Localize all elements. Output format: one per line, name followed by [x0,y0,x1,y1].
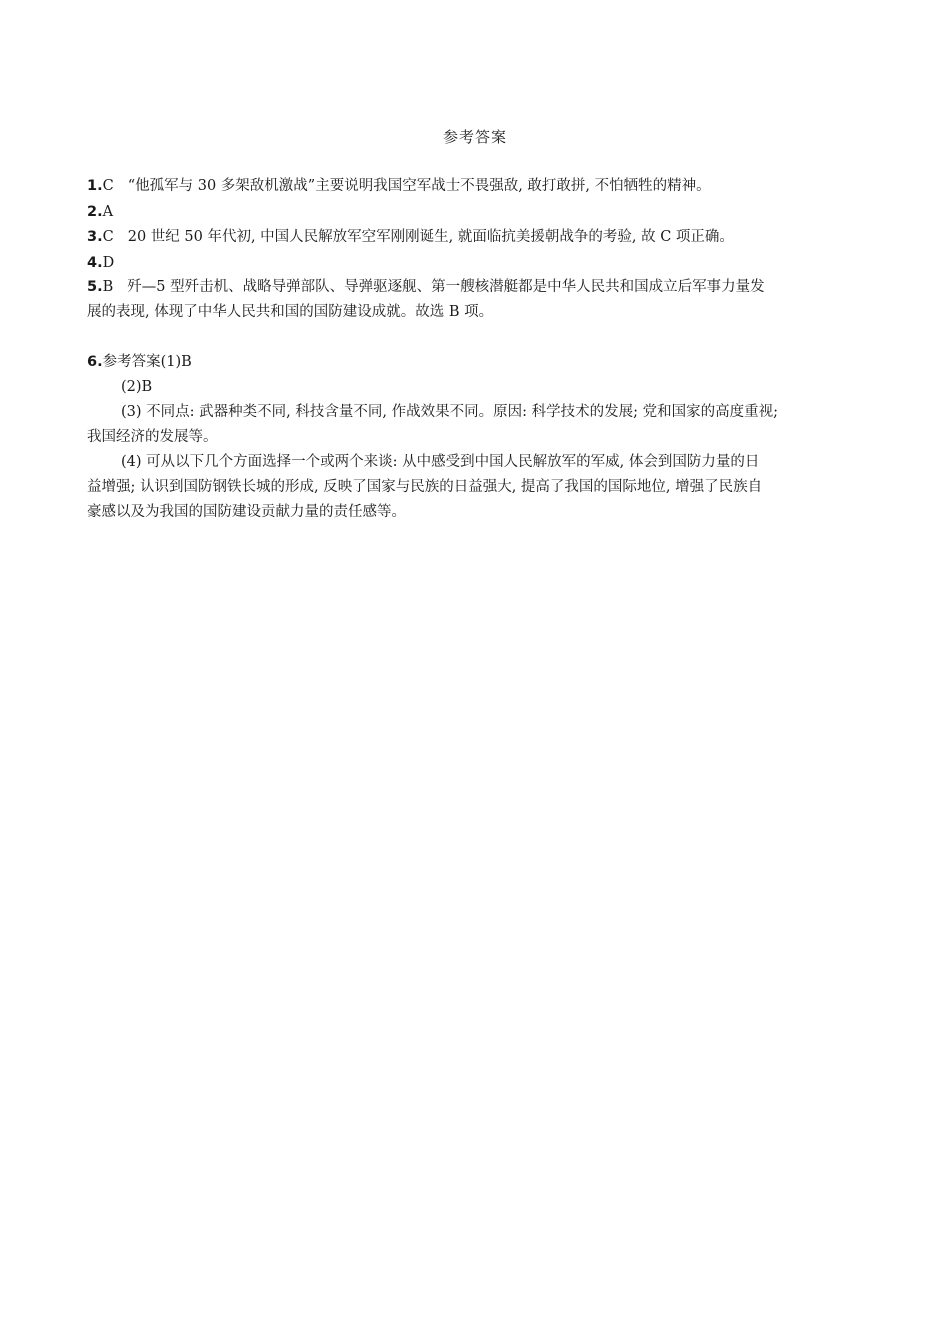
answer-6-head [87,352,877,372]
answer-explanation: 20 世纪 50 年代初, 中国人民解放军空军刚刚诞生, 就面临抗美援朝战争的考验, 故 C 项正确。 [127,229,734,245]
answer-letter: A [102,204,114,220]
answer-5-continued: 展的表现, 体现了中华人民共和国的国防建设成就。故选 B 项。 [87,304,494,320]
answer-number: 4. [87,255,103,271]
answer-number: 6. [87,354,103,370]
answer-number: 5. [87,279,103,295]
answer-6-part-1: 参考答案(1)B [102,354,192,370]
answer-letter: C [102,229,114,245]
answer-2 [87,202,877,222]
answer-explanation: “他孤军与 30 多架敌机激战”主要说明我国空军战士不畏强敌, 敢打敢拼, 不怕牺牲的精神。 [127,178,711,194]
answer-4 [87,253,877,273]
answer-6-part-3: (3) 不同点: 武器种类不同, 科技含量不同, 作战效果不同。原因: 科学技术的发展; 党和国家的高度重视; [121,404,778,420]
answer-letter: B [102,279,114,295]
answer-3 [87,227,877,247]
page-title: 参考答案 [442,128,507,146]
answer-number: 2. [87,204,103,220]
answer-6-part-2: (2)B [121,379,153,395]
answer-number: 3. [87,229,103,245]
answer-number: 1. [87,178,103,194]
answer-explanation: 歼—5 型歼击机、战略导弹部队、导弹驱逐舰、第一艘核潜艇都是中华人民共和国成立后军事力量发 [127,279,765,295]
answer-letter: D [102,255,115,271]
answer-1 [87,176,877,196]
answer-6-part-4-line-2: 益增强; 认识到国防钢铁长城的形成, 反映了国家与民族的日益强大, 提高了我国的国际地位, 增强了民族自 [87,479,763,495]
answer-5 [87,277,877,297]
answer-6-part-3-continued: 我国经济的发展等。 [87,429,218,445]
answer-letter: C [102,178,114,194]
answer-6-part-4-line-3: 豪感以及为我国的国防建设贡献力量的责任感等。 [87,504,406,520]
answer-6-part-4: (4) 可从以下几个方面选择一个或两个来谈: 从中感受到中国人民解放军的军威, 体会到国防力量的日 [121,454,760,470]
